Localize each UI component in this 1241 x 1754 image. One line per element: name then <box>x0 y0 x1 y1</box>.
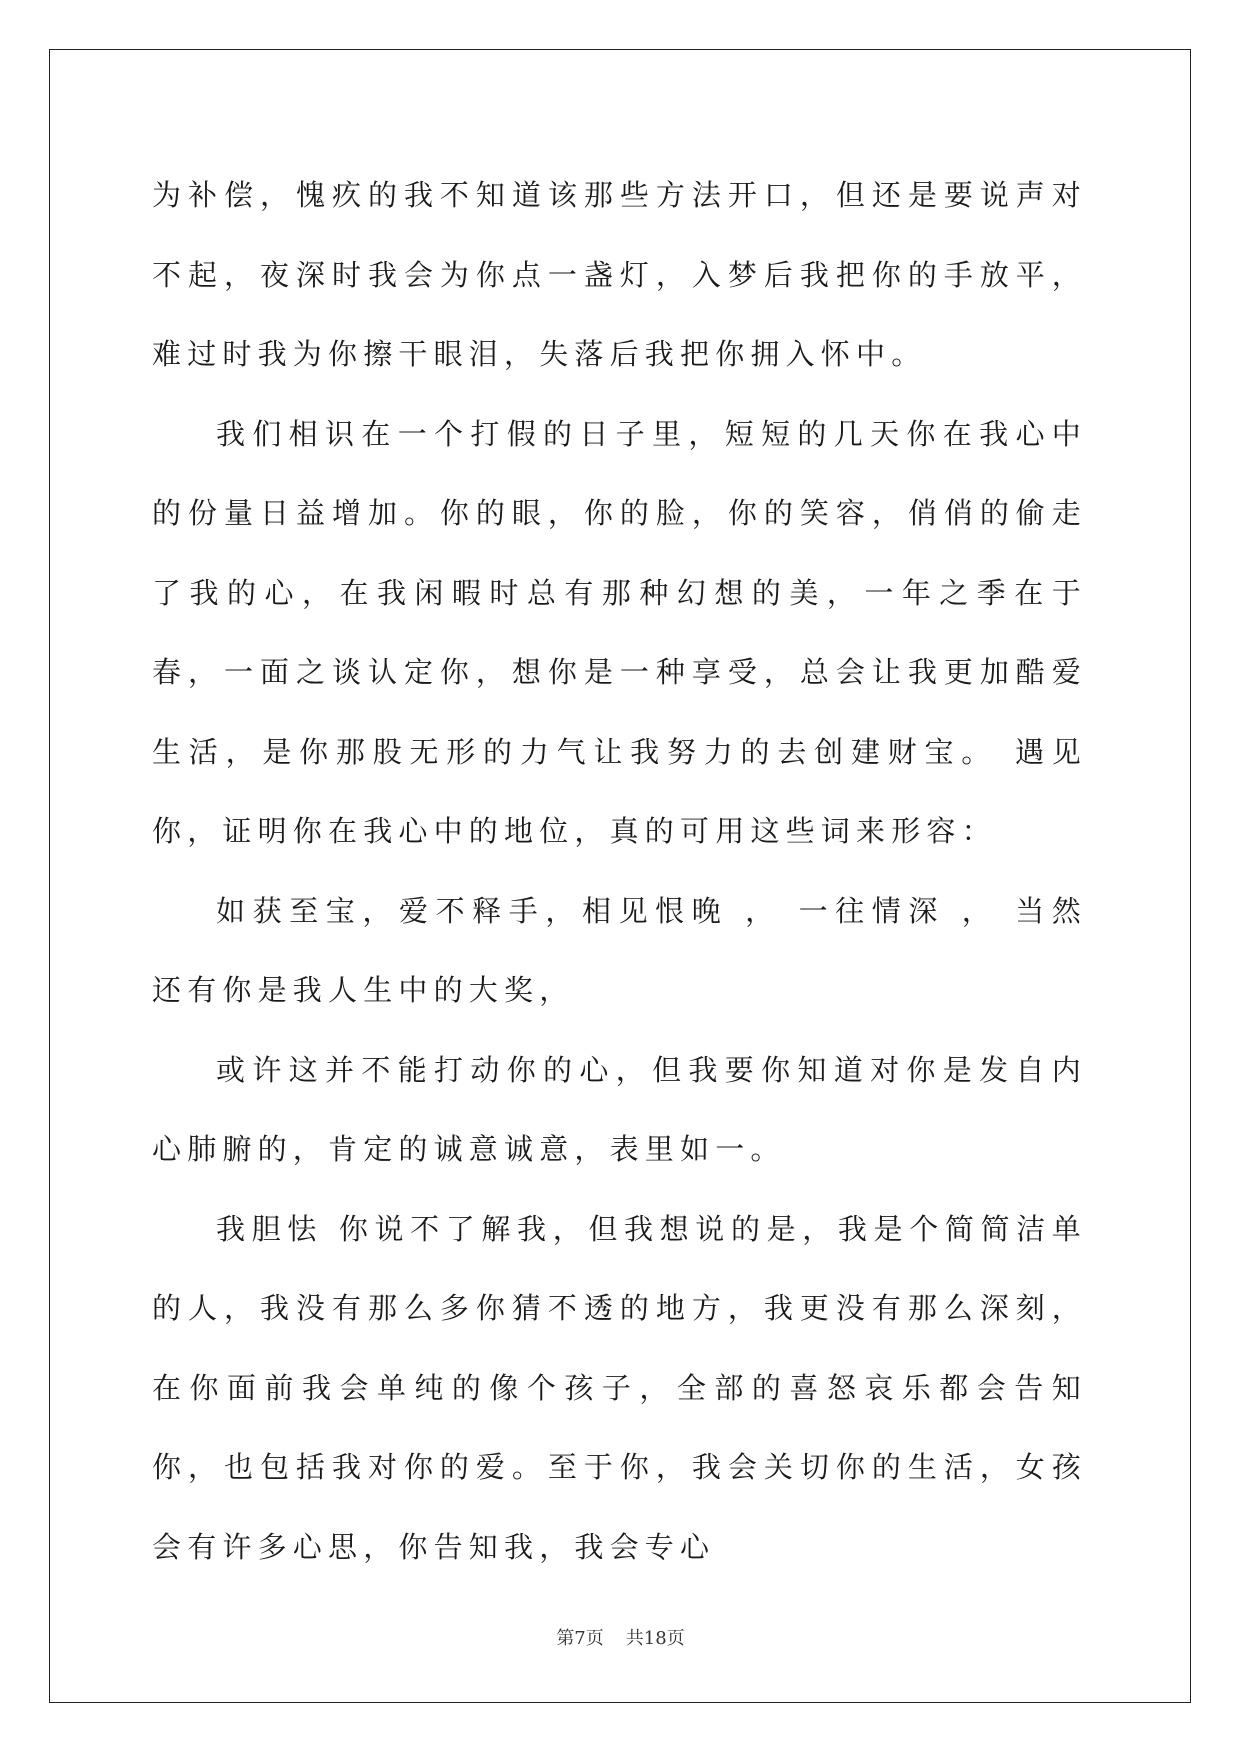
paragraph-3: 如获至宝，爱不释手，相见恨晚 ， 一往情深 ， 当然还有你是我人生中的大奖， <box>152 893 1087 1007</box>
paragraph-1: 为补偿，愧疚的我不知道该那些方法开口，但还是要说声对不起，夜深时我会为你点一盏灯，入梦后我把你的手放平，难过时我为你擦干眼泪，失落后我把你拥入怀中。 <box>152 178 1087 371</box>
paragraph-5: 我胆怯 你说不了解我，但我想说的是，我是个简简洁单的人，我没有那么多你猜不透的地方，我更没有那么深刻，在你面前我会单纯的像个孩子，全部的喜怒哀乐都会告知你，也包括我对你的爱。至于你，我会关切你的生活，女孩会有许多心思，你告知我，我会专心 <box>152 1211 1087 1564</box>
page-total: 共18页 <box>625 1628 685 1649</box>
paragraph-2: 我们相识在一个打假的日子里，短短的几天你在我心中的份量日益增加。你的眼，你的脸，你的笑容，俏俏的偷走了我的心，在我闲暇时总有那种幻想的美，一年之季在于春，一面之谈认定你，想你是一种享受，总会让我更加酷爱生活，是你那股无形的力气让我努力的去创建财宝。 遇见你，证明你在我心中的地位，真的可用这些词来形容： <box>152 416 1087 848</box>
document-body <box>152 156 1087 1587</box>
page-number: 第7页 <box>556 1628 604 1649</box>
paragraph-4: 或许这并不能打动你的心，但我要你知道对你是发自内心肺腑的，肯定的诚意诚意，表里如一。 <box>152 1052 1087 1166</box>
page-footer <box>0 1624 1241 1650</box>
